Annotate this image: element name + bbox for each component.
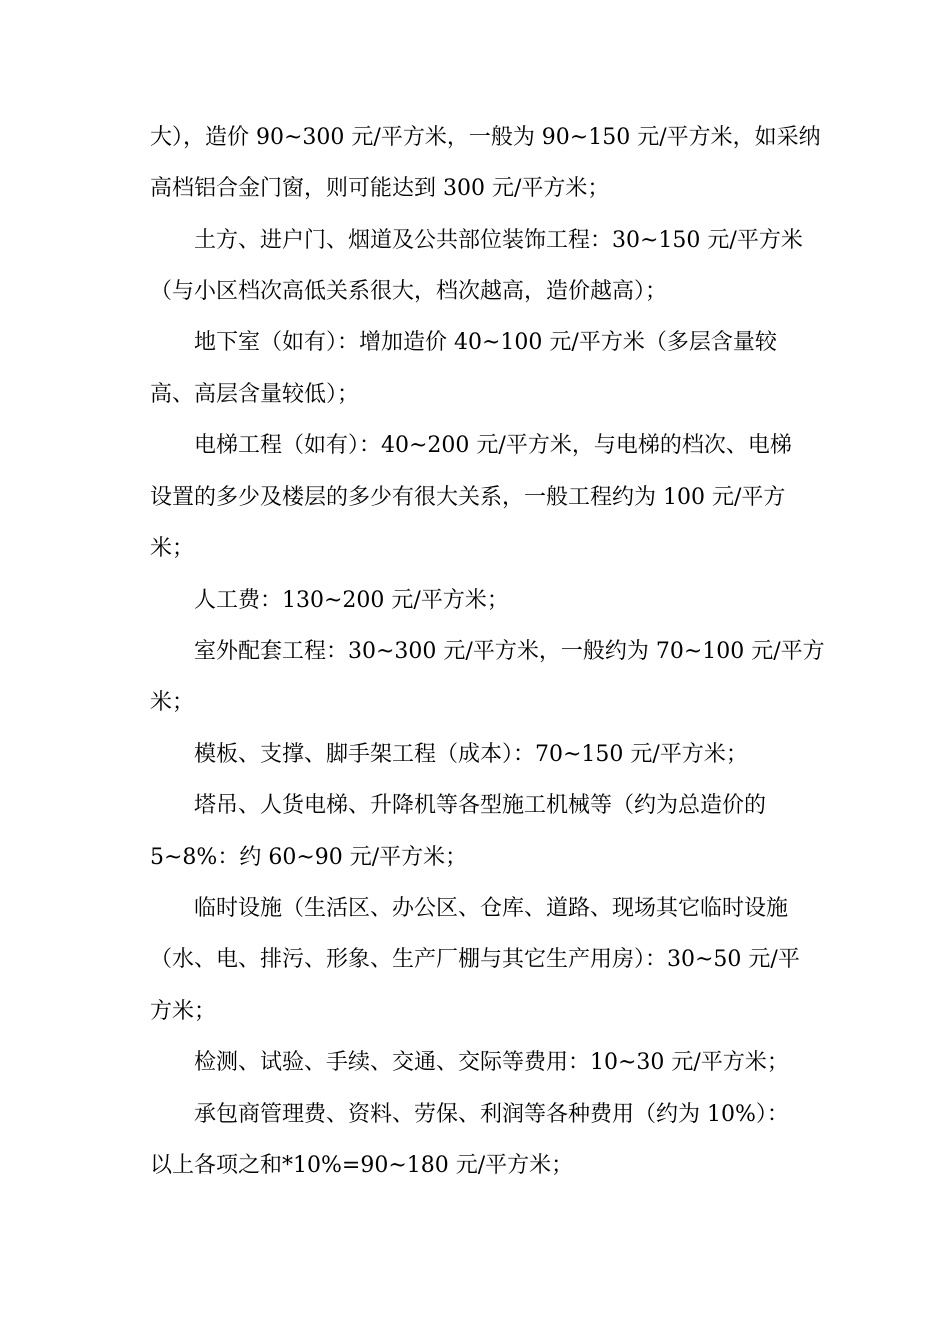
text-line: 高、高层含量较低）； xyxy=(150,382,360,407)
text-line: 塔吊、人货电梯、升降机等各型施工机械等（约为总造价的 xyxy=(194,793,767,818)
text-line: 检测、试验、手续、交通、交际等费用：10~30 元/平方米； xyxy=(194,1050,789,1075)
text-line: 人工费：130~200 元/平方米； xyxy=(194,588,509,613)
text-line: 电梯工程（如有）：40~200 元/平方米，与电梯的档次、电梯 xyxy=(194,433,792,458)
text-line: 设置的多少及楼层的多少有很大关系，一般工程约为 100 元/平方 xyxy=(150,485,786,510)
text-line: 模板、支撑、脚手架工程（成本）：70~150 元/平方米； xyxy=(194,742,748,767)
text-line: 高档铝合金门窗，则可能达到 300 元/平方米； xyxy=(150,176,610,201)
text-line: （与小区档次高低关系很大，档次越高，造价越高）； xyxy=(150,279,668,304)
text-line: 室外配套工程：30~300 元/平方米，一般约为 70~100 元/平方 xyxy=(194,639,825,664)
text-line: 以上各项之和*10%=90~180 元/平方米； xyxy=(150,1153,574,1178)
text-line: 地下室（如有）：增加造价 40~100 元/平方米（多层含量较 xyxy=(194,330,777,355)
text-line: 米； xyxy=(150,690,195,715)
text-line: 临时设施（生活区、办公区、仓库、道路、现场其它临时设施 xyxy=(194,896,789,921)
text-line: （水、电、排污、形象、生产厂棚与其它生产用房）：30~50 元/平 xyxy=(150,947,800,972)
text-line: 大），造价 90~300 元/平方米，一般为 90~150 元/平方米，如采纳 xyxy=(150,125,821,150)
text-line: 5~8%：约 60~90 元/平方米； xyxy=(150,845,468,870)
text-line: 米； xyxy=(150,536,195,561)
text-line: 承包商管理费、资料、劳保、利润等各种费用（约为 10%）： xyxy=(194,1102,789,1127)
text-line: 土方、进户门、烟道及公共部位装饰工程：30~150 元/平方米 xyxy=(194,228,803,253)
text-line: 方米； xyxy=(150,999,217,1024)
